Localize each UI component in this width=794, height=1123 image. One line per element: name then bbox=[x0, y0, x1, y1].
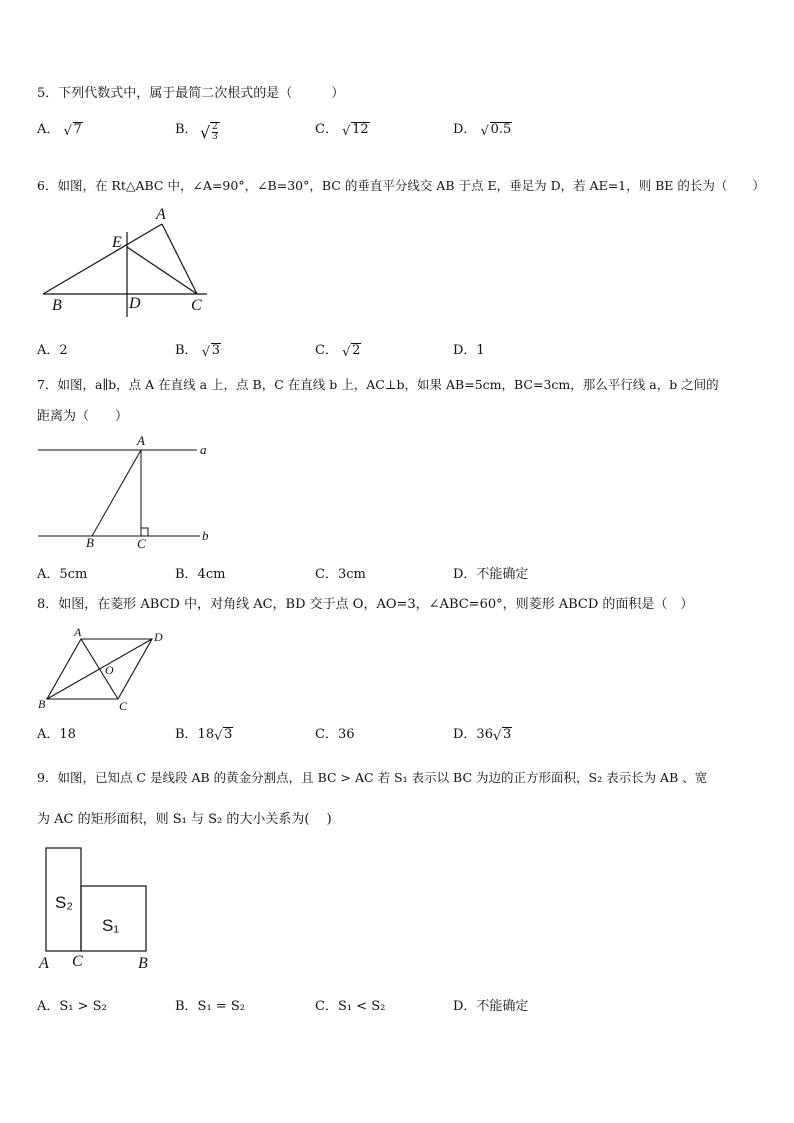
q8-option-d[interactable] bbox=[453, 723, 512, 742]
q7-label-line-b: b bbox=[202, 528, 209, 543]
question-9-text-line1: 9．如图，已知点 C 是线段 AB 的黄金分割点，且 BC > AC 若 S₁ 表示以 BC 为边的正方形面积，S₂ 表示长为 AB 、宽 bbox=[37, 770, 708, 785]
q6-label-d: D bbox=[129, 295, 141, 312]
q8-option-a[interactable] bbox=[37, 723, 76, 742]
q8-option-d-radical: √ 3 bbox=[492, 727, 512, 744]
q5-option-a-label: A． bbox=[37, 122, 60, 137]
q6-option-b-radical: √ 3 bbox=[201, 343, 220, 360]
q8-d-radicand: 3 bbox=[502, 727, 512, 742]
q7-option-d[interactable]: D．不能确定 bbox=[453, 567, 529, 582]
q5-option-c-label: C． bbox=[315, 122, 338, 137]
q6-label-a: A bbox=[156, 206, 166, 223]
q9-label-s2: S₂ bbox=[55, 893, 73, 912]
question-9-text-line2: 为 AC 的矩形面积，则 S₁ 与 S₂ 的大小关系为( ) bbox=[37, 812, 332, 827]
q7-figure bbox=[35, 430, 220, 552]
q7-option-b[interactable]: B．4cm bbox=[175, 567, 226, 582]
q5-option-b-label: B． bbox=[175, 122, 198, 137]
q6-option-c[interactable] bbox=[315, 339, 361, 358]
q6-label-c: C bbox=[191, 297, 202, 314]
q8-label-d: D bbox=[154, 630, 163, 644]
q7-option-c[interactable]: C．3cm bbox=[315, 567, 366, 582]
q7-label-a: A bbox=[137, 433, 145, 448]
question-8-text: 8．如图，在菱形 ABCD 中，对角线 AC，BD 交于点 O，AO=3，∠ABC=60°，则菱形 ABCD 的面积是（ ） bbox=[37, 597, 694, 612]
q8-option-d-label: D．36 bbox=[453, 727, 493, 742]
q5-a-radicand: 7 bbox=[73, 122, 82, 137]
q6-option-a-label: A．2 bbox=[37, 343, 68, 358]
q9-option-d[interactable]: D．不能确定 bbox=[453, 999, 529, 1014]
q7-lines bbox=[38, 450, 200, 536]
question-7-text-line1: 7．如图，a∥b，点 A 在直线 a 上，点 B，C 在直线 b 上，AC⊥b，如果 AB=5cm，BC=3cm，那么平行线 a，b 之间的 bbox=[37, 377, 719, 392]
q6-option-c-radical: √ 2 bbox=[342, 343, 361, 360]
q8-option-b-label: B．18 bbox=[175, 727, 215, 742]
q6-option-d-label: D．1 bbox=[453, 343, 485, 358]
q6-line-ec bbox=[127, 247, 197, 294]
q7-label-line-a: a bbox=[200, 442, 207, 457]
q7-label-b: B bbox=[86, 535, 94, 550]
q8-figure bbox=[35, 622, 175, 714]
q7-right-angle-mark bbox=[141, 528, 148, 536]
q5-option-c[interactable] bbox=[315, 118, 370, 137]
q5-option-a[interactable] bbox=[37, 118, 83, 137]
q6-b-radicand: 3 bbox=[211, 343, 220, 358]
q7-segment-ab bbox=[92, 450, 141, 536]
q5-option-d-radical: √ 0.5 bbox=[480, 122, 512, 139]
q9-figure bbox=[35, 844, 160, 974]
q8-option-c[interactable] bbox=[315, 723, 355, 742]
q6-option-a[interactable] bbox=[37, 339, 68, 358]
q6-option-b-label: B． bbox=[175, 343, 198, 358]
q6-line-ac bbox=[162, 224, 197, 294]
q9-option-a[interactable]: A．S₁ > S₂ bbox=[37, 999, 107, 1014]
q6-lines bbox=[43, 224, 207, 317]
q6-figure bbox=[35, 200, 225, 322]
q8-option-b-radical: √ 3 bbox=[214, 727, 233, 744]
q9-option-b[interactable]: B．S₁ = S₂ bbox=[175, 999, 245, 1014]
q7-label-c: C bbox=[137, 536, 146, 551]
q9-label-c: C bbox=[72, 953, 83, 970]
q8-option-a-label: A．18 bbox=[37, 727, 76, 742]
q8-lines bbox=[47, 639, 152, 699]
q6-option-c-label: C． bbox=[315, 343, 338, 358]
q5-b-frac-den: 3 bbox=[212, 132, 218, 142]
q6-label-e: E bbox=[112, 234, 122, 251]
q5-option-d[interactable] bbox=[453, 118, 512, 137]
q9-label-b: B bbox=[138, 955, 148, 972]
q6-c-radicand: 2 bbox=[352, 343, 361, 358]
question-5-text: 5．下列代数式中，属于最简二次根式的是（ ） bbox=[37, 86, 345, 101]
q8-option-c-label: C．36 bbox=[315, 727, 355, 742]
q5-b-frac-num: 2 bbox=[212, 122, 218, 132]
question-7-text-line2: 距离为（ ） bbox=[37, 409, 129, 424]
q8-option-b[interactable] bbox=[175, 723, 233, 742]
q9-label-a: A bbox=[39, 955, 49, 972]
q8-label-o: O bbox=[105, 663, 114, 677]
q8-b-radicand: 3 bbox=[224, 727, 233, 742]
q5-d-radicand: 0.5 bbox=[490, 122, 512, 137]
q7-option-a[interactable]: A．5cm bbox=[37, 567, 88, 582]
q8-label-c: C bbox=[119, 699, 128, 713]
q9-label-s1: S₁ bbox=[102, 916, 120, 935]
q6-option-b[interactable] bbox=[175, 339, 221, 358]
q8-label-a: A bbox=[74, 625, 82, 639]
q6-label-b: B bbox=[52, 297, 62, 314]
q5-option-b[interactable]: B． √ $\frac{2}{3}$ bbox=[175, 122, 218, 142]
q8-diagonal-bd bbox=[47, 639, 152, 699]
q5-c-radicand: 12 bbox=[352, 122, 369, 137]
q6-option-d[interactable] bbox=[453, 339, 485, 358]
q9-option-c[interactable]: C．S₁ < S₂ bbox=[315, 999, 386, 1014]
question-6-text: 6．如图，在 Rt△ABC 中，∠A=90°，∠B=30°，BC 的垂直平分线交 AB 于点 E，垂足为 D，若 AE=1，则 BE 的长为（ ） bbox=[37, 178, 765, 193]
q5-option-d-label: D． bbox=[453, 122, 477, 137]
q5-option-a-radical: √ 7 bbox=[63, 122, 82, 139]
q5-option-c-radical: √ 12 bbox=[342, 122, 369, 139]
q8-label-b: B bbox=[38, 697, 46, 711]
